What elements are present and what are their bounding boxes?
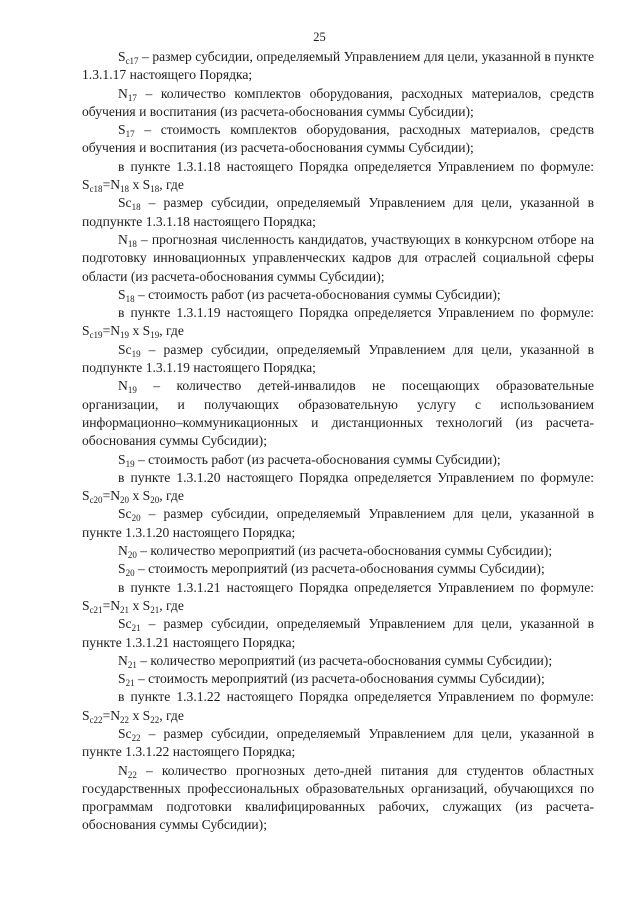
paragraph-text: – количество мероприятий (из расчета-обоснования суммы Субсидии);: [136, 652, 553, 668]
subscript-index: 17: [127, 92, 137, 103]
paragraph-text: =N: [102, 707, 121, 723]
paragraph-text: S: [118, 671, 126, 687]
subscript-index: 21: [125, 678, 135, 689]
subscript-index: 19: [131, 348, 141, 359]
paragraph: [82, 121, 594, 158]
paragraph-text: =N: [102, 323, 121, 339]
paragraph-text: , где: [159, 323, 184, 339]
subscript-index: 22: [127, 769, 137, 780]
paragraph-text: N: [118, 85, 128, 101]
paragraph-text: S: [118, 49, 126, 64]
subscript-index: 20: [150, 495, 160, 506]
paragraph-text: N: [118, 762, 128, 778]
paragraph: [82, 579, 594, 616]
subscript-index: 20: [131, 513, 141, 524]
paragraph-text: Sc: [118, 506, 132, 522]
subscript-index: 20: [120, 495, 130, 506]
paragraph-text: – размер субсидии, определяемый Управлением для цели, указанной в подпункте 1.3.1.18 настоящего Порядка;: [82, 195, 594, 229]
paragraph-text: в пункте 1.3.1.22 настоящего Порядка определяется Управлением по формуле: S: [82, 689, 594, 723]
paragraph-text: =N: [102, 177, 121, 193]
paragraph-text: – размер субсидии, определяемый Управлением для цели, указанной в пункте 1.3.1.17 настоящего Порядка;: [82, 49, 594, 83]
subscript-index: 18: [120, 184, 130, 195]
paragraph-text: – размер субсидии, определяемый Управлением для цели, указанной в пункте 1.3.1.21 настоящего Порядка;: [82, 616, 594, 650]
paragraph: [82, 194, 594, 231]
paragraph-text: S: [118, 122, 126, 138]
paragraph: [82, 341, 594, 378]
paragraph-text: =N: [102, 597, 121, 613]
paragraph-text: , где: [159, 177, 184, 193]
paragraph-text: Sc: [118, 195, 132, 211]
subscript-index: c18: [89, 184, 103, 195]
paragraph-text: S: [118, 561, 126, 577]
paragraph: [82, 158, 594, 195]
subscript-index: c22: [89, 714, 103, 725]
subscript-index: 19: [120, 330, 130, 341]
subscript-index: 22: [150, 714, 160, 725]
paragraph-text: – стоимость мероприятий (из расчета-обоснования суммы Субсидии);: [134, 561, 545, 577]
paragraph: [82, 670, 594, 688]
paragraph: [82, 451, 594, 469]
paragraph-text: N: [118, 231, 128, 247]
subscript-index: 22: [131, 732, 141, 743]
paragraph: [82, 85, 594, 122]
subscript-index: 21: [150, 604, 160, 615]
paragraph-text: x S: [129, 488, 151, 504]
paragraph-text: x S: [129, 323, 151, 339]
paragraph-text: – количество мероприятий (из расчета-обоснования суммы Субсидии);: [136, 543, 553, 559]
paragraph-text: x S: [129, 177, 151, 193]
paragraph-text: Sc: [118, 616, 132, 632]
paragraph-text: S: [118, 451, 126, 467]
subscript-index: 19: [150, 330, 160, 341]
subscript-index: c19: [89, 330, 103, 341]
subscript-index: 21: [131, 623, 141, 634]
paragraph-text: =N: [102, 488, 121, 504]
paragraph: [82, 725, 594, 762]
paragraph-text: x S: [129, 707, 151, 723]
paragraph-text: – стоимость комплектов оборудования, расходных материалов, средств обучения и воспитания (из расчета-обоснования суммы Субсидии);: [82, 122, 594, 156]
paragraph: [82, 231, 594, 286]
subscript-index: 18: [127, 238, 137, 249]
paragraph-text: – размер субсидии, определяемый Управлением для цели, указанной в пункте 1.3.1.20 настоящего Порядка;: [82, 506, 594, 540]
subscript-index: 20: [125, 568, 135, 579]
paragraph-text: – количество комплектов оборудования, расходных материалов, средств обучения и воспитания (из расчета-обоснования суммы Субсидии);: [82, 85, 594, 119]
paragraph-text: N: [118, 652, 128, 668]
paragraph-text: – стоимость работ (из расчета-обоснования суммы Субсидии);: [134, 451, 501, 467]
paragraph-text: N: [118, 378, 128, 394]
page-number: 25: [313, 30, 326, 44]
paragraph: [82, 377, 594, 450]
paragraph: [82, 560, 594, 578]
paragraph: [82, 652, 594, 670]
paragraph-text: , где: [159, 597, 184, 613]
subscript-index: c21: [89, 604, 103, 615]
paragraph-text: , где: [159, 707, 184, 723]
subscript-index: 22: [120, 714, 130, 725]
subscript-index: 21: [127, 659, 137, 670]
subscript-index: 20: [127, 550, 137, 561]
paragraph-text: – стоимость работ (из расчета-обоснования суммы Субсидии);: [134, 286, 501, 302]
paragraph: [82, 304, 594, 341]
paragraph-text: – стоимость мероприятий (из расчета-обоснования суммы Субсидии);: [134, 671, 545, 687]
paragraph: [82, 688, 594, 725]
paragraph-text: в пункте 1.3.1.21 настоящего Порядка определяется Управлением по формуле: S: [82, 579, 594, 613]
paragraph-text: в пункте 1.3.1.18 настоящего Порядка определяется Управлением по формуле: S: [82, 158, 594, 193]
subscript-index: 18: [150, 184, 160, 195]
paragraph-text: Sc: [118, 725, 132, 741]
paragraph-text: в пункте 1.3.1.19 настоящего Порядка определяется Управлением по формуле: S: [82, 305, 594, 339]
paragraph-text: – количество детей-инвалидов не посещающих образовательные организации, и получающих образовательную услугу с использованием информационно–коммуникационных и дистанционных технологий (из расчета-обоснования суммы Субсидии);: [82, 378, 594, 449]
paragraph-text: – размер субсидии, определяемый Управлением для цели, указанной в подпункте 1.3.1.19 настоящего Порядка;: [82, 341, 594, 376]
paragraph: [82, 542, 594, 560]
paragraph-text: – количество прогнозных дето-дней питания для студентов областных государственных профессиональных образовательных организаций, обучающихся по программам подготовки квалифицированных рабочих, служащих (из расчета-обоснования суммы Субсидии);: [82, 762, 594, 833]
paragraph: [82, 469, 594, 506]
paragraph-text: N: [118, 543, 128, 559]
paragraph-text: в пункте 1.3.1.20 настоящего Порядка определяется Управлением по формуле: S: [82, 469, 594, 504]
subscript-index: 19: [125, 458, 135, 469]
paragraph-text: – размер субсидии, определяемый Управлением для цели, указанной в пункте 1.3.1.22 настоящего Порядка;: [82, 725, 594, 760]
subscript-index: 18: [131, 202, 141, 213]
subscript-index: 21: [120, 604, 130, 615]
paragraph: [82, 505, 594, 542]
paragraph-text: x S: [129, 597, 151, 613]
subscript-index: 18: [125, 293, 135, 304]
paragraph: [82, 48, 594, 85]
paragraph-text: , где: [159, 488, 184, 504]
paragraph-text: – прогнозная численность кандидатов, участвующих в конкурсном отборе на подготовку инновационных управленческих кадров для отраслей социальной сферы области (из расчета-обоснования суммы Субсидии);: [82, 231, 594, 284]
paragraph: [82, 286, 594, 304]
paragraph-text: Sc: [118, 341, 132, 357]
subscript-index: 17: [125, 129, 135, 140]
subscript-index: 19: [127, 385, 137, 396]
subscript-index: c17: [125, 56, 139, 66]
paragraph: [82, 762, 594, 835]
paragraph: [82, 615, 594, 652]
subscript-index: c20: [89, 495, 103, 506]
document-body: [82, 48, 594, 835]
paragraph-text: S: [118, 286, 126, 302]
